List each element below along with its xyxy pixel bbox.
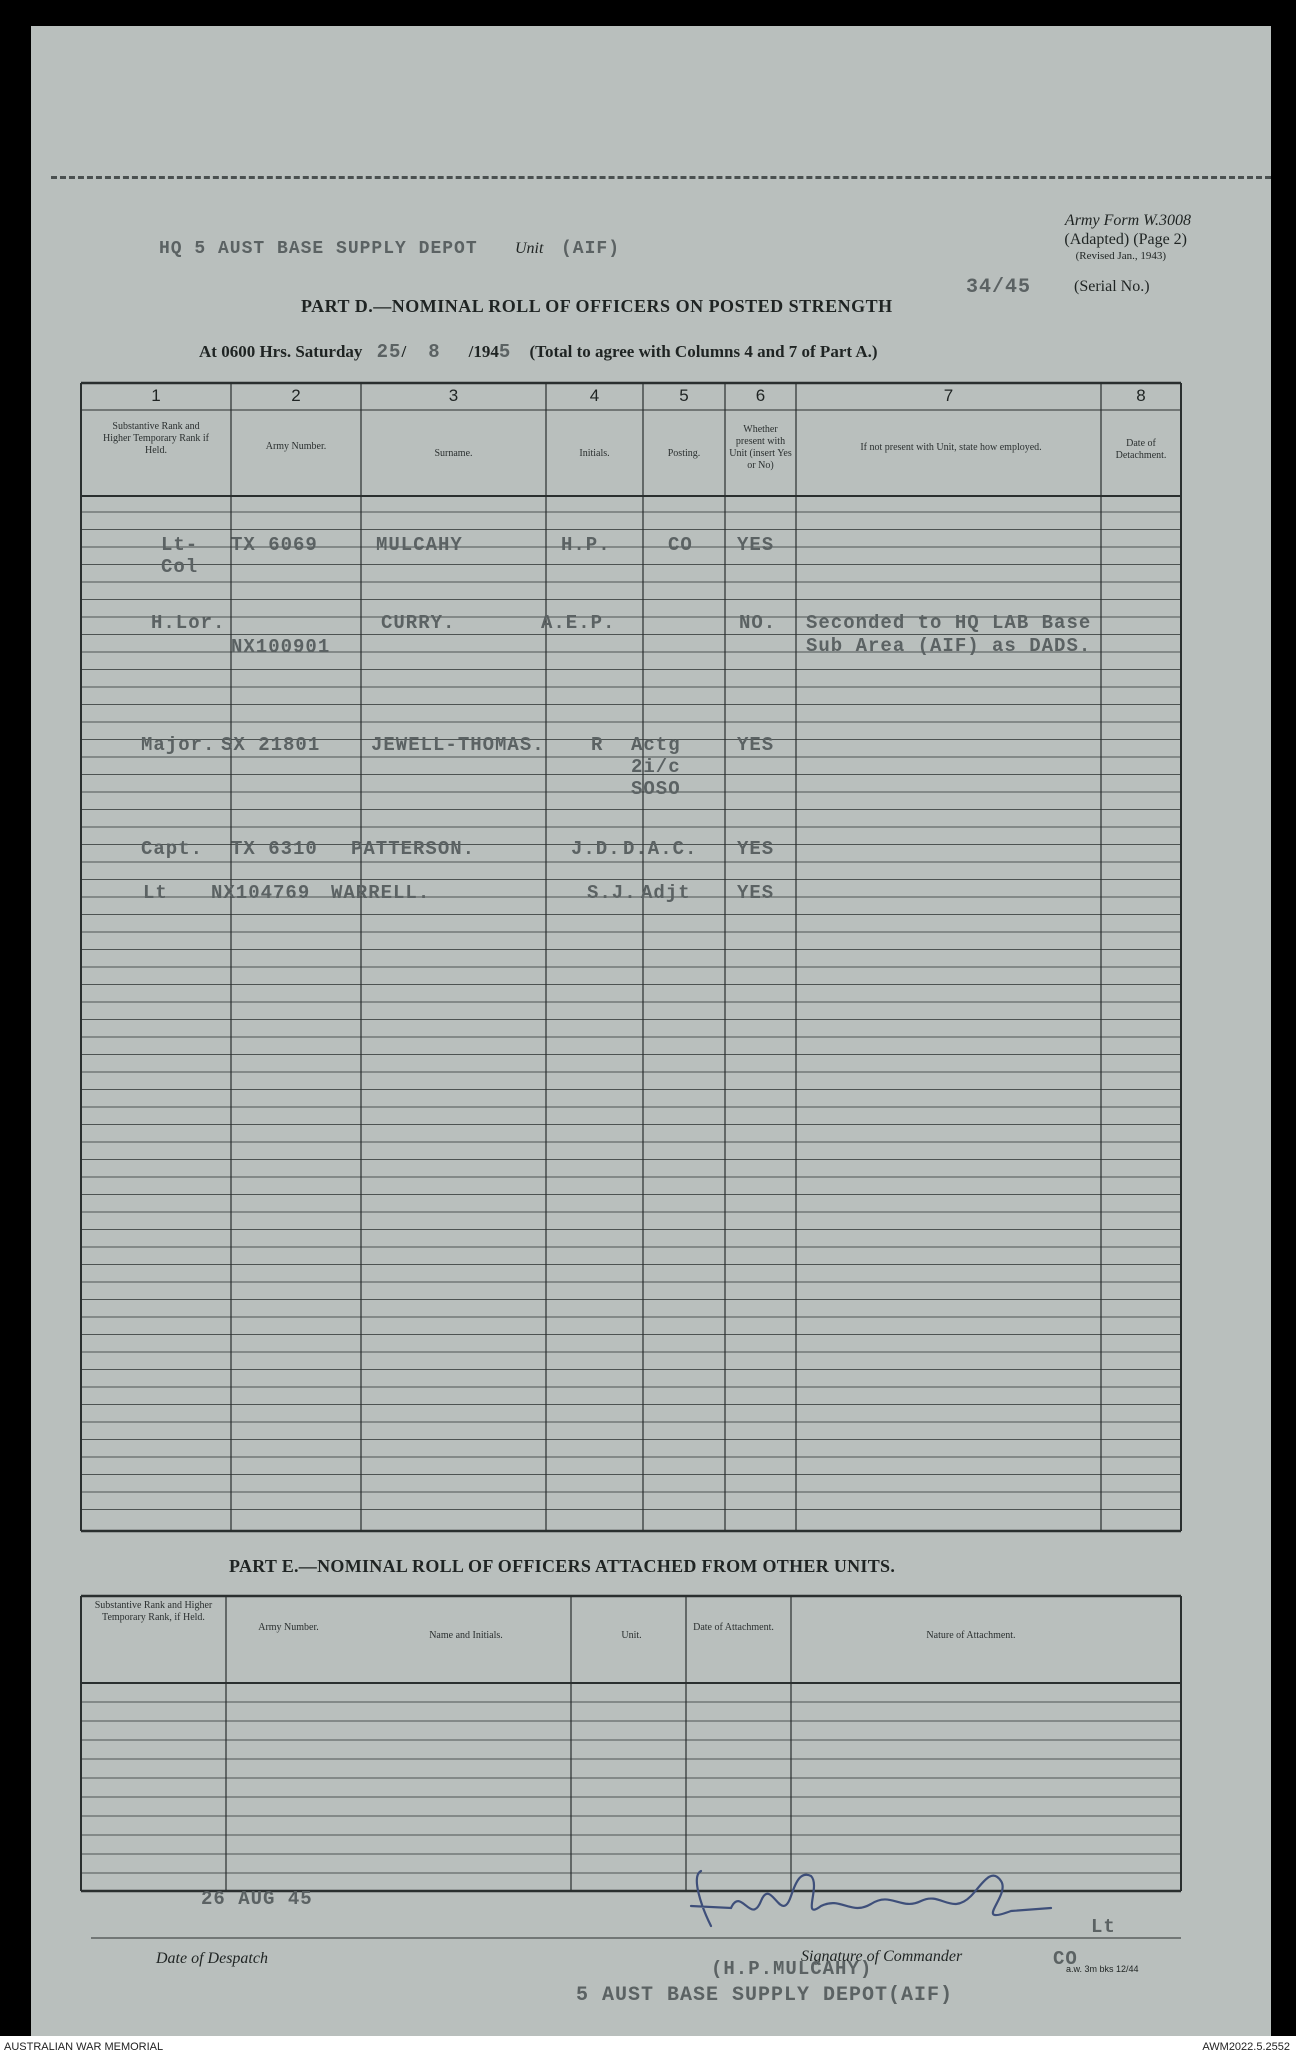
col-num-6: 6	[755, 386, 766, 405]
entry-rank: Capt.	[141, 838, 204, 860]
entry-initials: A.E.P.	[541, 612, 616, 634]
depot-typed: 5 AUST BASE SUPPLY DEPOT(AIF)	[576, 1984, 954, 2007]
entry-initials: H.P.	[561, 534, 611, 556]
entry-rank: Major.	[141, 734, 216, 756]
col-label-8: Date of Detachment.	[1115, 438, 1167, 461]
year-suffix: 5	[498, 341, 512, 363]
entry-present: YES	[737, 734, 775, 756]
col-label-5: Posting.	[667, 448, 701, 459]
unit-suffix: (AIF)	[561, 239, 621, 259]
entry-present: YES	[737, 882, 775, 904]
part-e-col-6: Nature of Attachment.	[926, 1630, 1016, 1641]
form-revised: (Revised Jan., 1943)	[1075, 250, 1166, 262]
unit-label: Unit	[515, 240, 544, 257]
col-label-3: Surname.	[434, 448, 473, 459]
part-d-date-line: At 0600 Hrs. Saturday 25/ 8 /1945 (Total to agree with Columns 4 and 7 of Part A.)	[199, 341, 878, 363]
part-d-grid	[31, 26, 1271, 2036]
part-d-note: (Total to agree with Columns 4 and 7 of Part A.)	[529, 342, 878, 361]
signature-label: Signature of Commander	[801, 1948, 963, 1965]
form-name: Army Form W.3008	[1064, 212, 1191, 229]
despatch-label: Date of Despatch	[156, 1950, 268, 1967]
entry-number: SX 21801	[221, 734, 321, 756]
entry-posting: Adjt	[641, 882, 691, 904]
part-d-title: PART D.—NOMINAL ROLL OF OFFICERS ON POSTED STRENGTH	[301, 296, 893, 316]
despatch-date: 26 AUG 45	[201, 1888, 313, 1910]
part-e-title: PART E.—NOMINAL ROLL OF OFFICERS ATTACHED FROM OTHER UNITS.	[229, 1556, 896, 1576]
entry-rank: Lt	[143, 882, 168, 904]
footer-right: AWM2022.5.2552	[1202, 2041, 1290, 2053]
col-label-6: Whether present with Unit (insert Yes or No)	[729, 424, 792, 471]
entry-present: NO.	[739, 612, 777, 634]
part-e-col-2: Army Number.	[258, 1622, 319, 1633]
part-e-col-3: Name and Initials.	[429, 1630, 503, 1641]
entry-initials: J.D.	[571, 838, 621, 860]
unit-typed: HQ 5 AUST BASE SUPPLY DEPOT	[159, 239, 478, 259]
signer-rank: Lt	[1091, 1916, 1116, 1938]
col-label-1: Substantive Rank and Higher Temporary Rank if Held.	[102, 421, 210, 456]
entry-number: NX100901	[231, 636, 331, 658]
entry-surname: MULCAHY	[376, 534, 463, 556]
col-num-4: 4	[589, 386, 600, 405]
entry-rank: Lt-Col	[161, 534, 199, 578]
part-e-col-5: Date of Attachment.	[693, 1622, 774, 1633]
year-prefix: /194	[468, 342, 499, 361]
entry-posting: Actg 2i/c SOSO	[631, 734, 681, 800]
day: 25	[376, 341, 402, 363]
entry-initials: R	[591, 734, 604, 756]
entry-number: TX 6310	[231, 838, 318, 860]
col-num-1: 1	[151, 386, 161, 405]
entry-surname: JEWELL-THOMAS.	[371, 734, 545, 756]
entry-rank: H.Lor.	[151, 612, 226, 634]
entry-posting: D.A.C.	[623, 838, 698, 860]
at-prefix: At 0600 Hrs. Saturday	[199, 342, 363, 361]
col-num-5: 5	[679, 386, 689, 405]
entry-surname: WARRELL.	[331, 882, 431, 904]
entry-present: YES	[737, 534, 775, 556]
entry-surname: CURRY.	[381, 612, 456, 634]
col-num-8: 8	[1136, 386, 1146, 405]
footer-left: AUSTRALIAN WAR MEMORIAL	[4, 2041, 164, 2053]
entry-number: TX 6069	[231, 534, 318, 556]
entry-posting: CO	[668, 534, 693, 556]
serial-label: (Serial No.)	[1074, 278, 1150, 295]
part-e-col-4: Unit.	[621, 1630, 642, 1641]
entry-surname: PATTERSON.	[351, 838, 476, 860]
form-sheet	[31, 26, 1271, 2036]
col-num-2: 2	[291, 386, 301, 405]
col-num-3: 3	[448, 386, 459, 405]
serial-value: 34/45	[966, 276, 1032, 299]
month: 8	[428, 341, 441, 363]
commander-signature	[671, 1866, 1111, 1956]
col-label-4: Initials.	[579, 448, 610, 459]
entry-present: YES	[737, 838, 775, 860]
signer-role: CO	[1053, 1948, 1078, 1970]
print-code: a.w. 3m bks 12/44	[1066, 1964, 1139, 1974]
entry-number: NX104769	[211, 882, 311, 904]
col-label-7: If not present with Unit, state how employed.	[860, 442, 1042, 453]
col-num-7: 7	[943, 386, 954, 405]
col-label-2: Army Number.	[265, 441, 327, 452]
entry-employed: Seconded to HQ LAB Base Sub Area (AIF) as DADS.	[806, 612, 1092, 657]
archive-footer	[0, 2036, 1296, 2061]
signer-typed: (H.P.MULCAHY)	[711, 1958, 873, 1980]
part-e-col-1: Substantive Rank and Higher Temporary Rank, if Held.	[94, 1600, 213, 1623]
form-adapted: (Adapted) (Page 2)	[1064, 231, 1187, 248]
entry-initials: S.J.	[587, 882, 637, 904]
